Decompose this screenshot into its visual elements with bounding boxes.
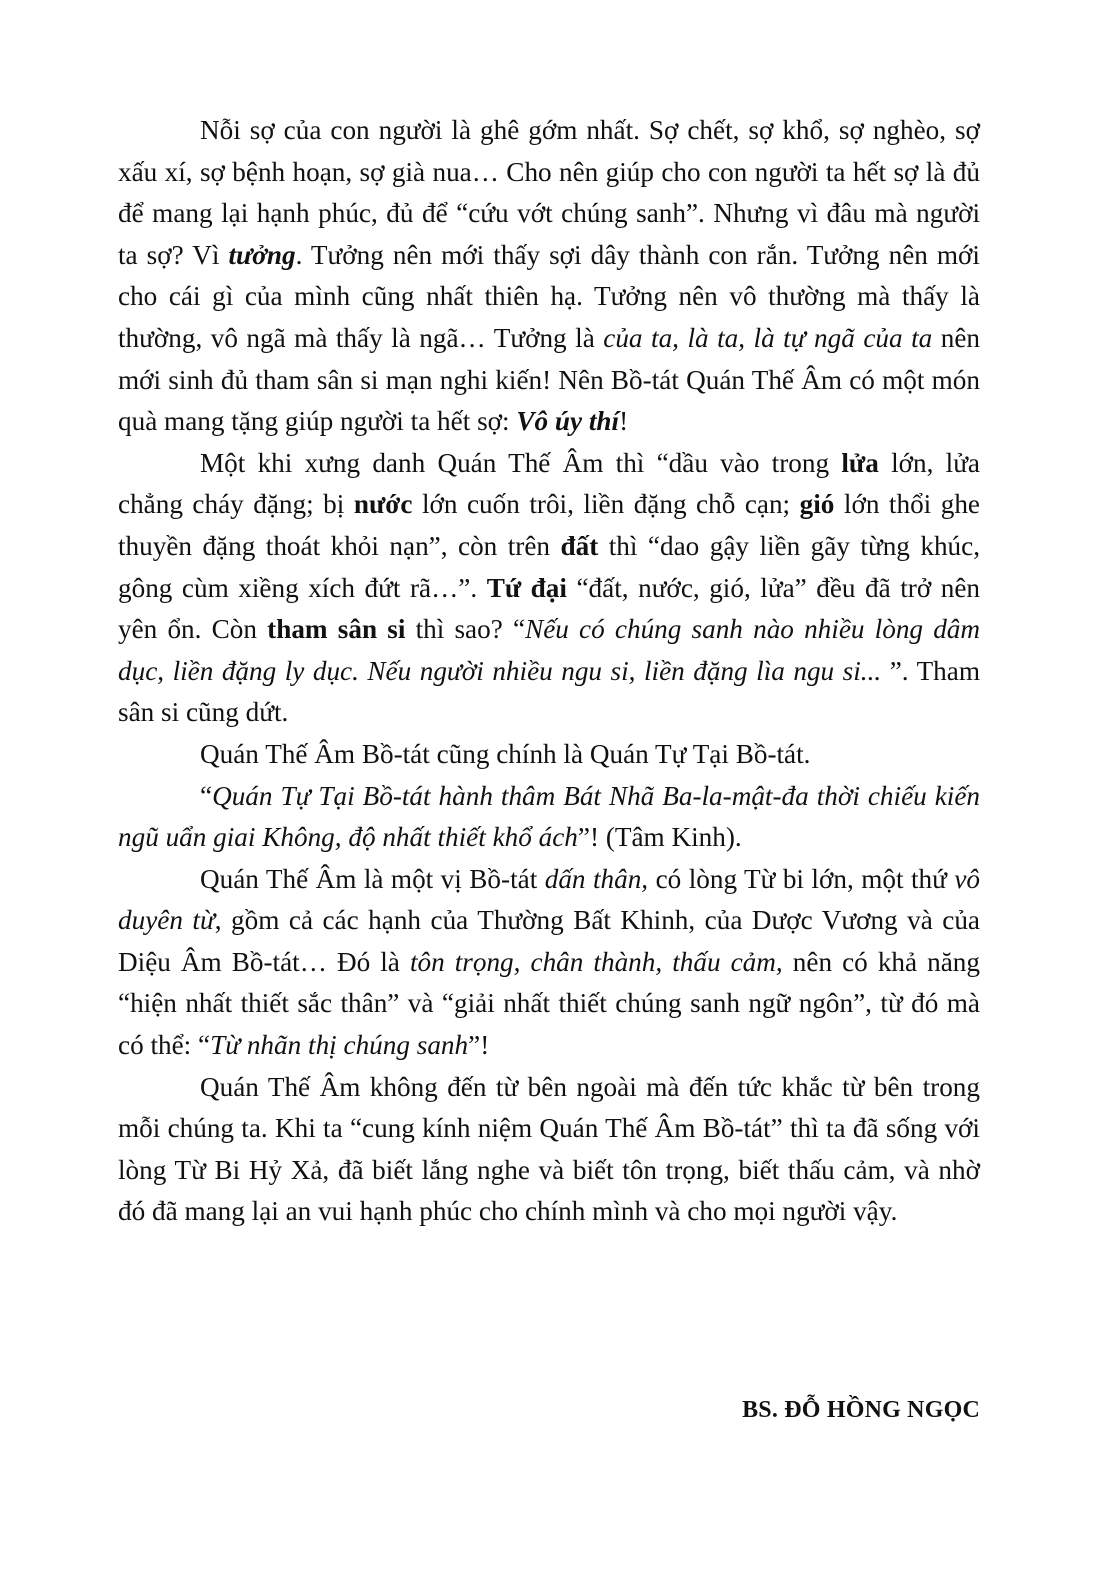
paragraph-5 [118, 859, 980, 1067]
text-run: Quán Thế Âm Bồ-tát cũng chính là Quán Tự Tại Bồ-tát. [200, 738, 811, 769]
text-run: ”. Tham sân si cũng dứt. [118, 655, 980, 728]
paragraph-2 [118, 443, 980, 734]
text-run: . Tưởng nên mới thấy sợi dây thành con rắn. Tưởng nên mới cho cái gì của mình cũng nhất thiên hạ. Tưởng nên vô thường mà thấy là thường, vô ngã mà thấy là ngã… Tưởng là [118, 239, 980, 353]
text-run: Tứ đại [486, 572, 567, 603]
text-run: có lòng Từ bi lớn, một thứ [648, 863, 955, 894]
text-run: thì sao? “ [405, 614, 526, 645]
text-run: lửa [841, 447, 879, 478]
text-run: tham sân si [267, 614, 406, 645]
text-run: đất [560, 530, 599, 561]
text-run: Quán Tự Tại Bồ-tát hành thâm Bát Nhã Ba-la-mật-đa thời chiếu kiến ngũ uẩn giai Không, độ nhất thiết khổ ách [118, 780, 980, 853]
text-run: “đất, nước, gió, lửa” đều đã trở nên yên ổn. Còn [118, 572, 981, 645]
text-run: ! [619, 406, 629, 437]
text-run: nước [353, 489, 413, 520]
author-signature: BS. ĐỖ HỒNG NGỌC [742, 1397, 980, 1423]
text-run: nên mới sinh đủ tham sân si mạn nghi kiến! Nên Bồ-tát Quán Thế Âm có một món quà mang tặng giúp người ta hết sợ: [118, 322, 980, 437]
text-run: ”! (Tâm Kinh). [577, 822, 742, 853]
text-run: gió [799, 489, 835, 520]
text-run: , gồm cả các hạnh của Thường Bất Khinh, của Dược Vương và của Diệu Âm Bồ-tát… Đó là [118, 905, 980, 977]
paragraph-4 [118, 776, 980, 859]
text-run: của ta, là ta, là tự ngã của ta [603, 322, 933, 353]
text-run: nên có khả năng “hiện nhất thiết sắc thân” và “giải nhất thiết chúng sanh ngữ ngôn”, từ đó mà có thể: “ [118, 946, 980, 1061]
text-run: thì “dao gậy liền gãy từng khúc, gông cùm xiềng xích đứt rã…”. [118, 530, 981, 603]
article-body [118, 110, 980, 1233]
text-run: vô duyên từ [118, 863, 980, 936]
text-run: “ [200, 780, 213, 811]
text-run: Từ nhãn thị chúng sanh [210, 1030, 469, 1061]
text-run: lớn, lửa chẳng cháy đặng; bị [118, 447, 980, 520]
text-run: tưởng [228, 239, 296, 270]
text-run: Nếu có chúng sanh nào nhiều lòng dâm dục, liền đặng ly dục. Nếu người nhiều ngu si, liền đặng lìa ngu si... [118, 614, 981, 686]
text-run: Quán Thế Âm là một vị Bồ-tát [200, 863, 545, 894]
text-run: lớn cuốn trôi, liền đặng chỗ cạn; [412, 489, 800, 520]
text-run: Một khi xưng danh Quán Thế Âm thì “dầu vào trong [200, 447, 842, 478]
paragraph-6 [118, 1067, 980, 1233]
paragraph-3 [118, 734, 980, 776]
paragraph-1 [118, 110, 980, 443]
text-run: Nỗi sợ của con người là ghê gớm nhất. Sợ chết, sợ khổ, sợ nghèo, sợ xấu xí, sợ bệnh hoạn, sợ già nua… Cho nên giúp cho con người ta hết sợ là đủ để mang lại hạnh phúc, đủ để “cứu vớt chúng sanh”. Nhưng vì đâu mà người ta sợ? Vì [118, 115, 980, 270]
text-run: Vô úy thí [516, 406, 620, 437]
text-run: tôn trọng, chân thành, thấu cảm, [409, 946, 783, 977]
text-run: Quán Thế Âm không đến từ bên ngoài mà đến tức khắc từ bên trong mỗi chúng ta. Khi ta “cung kính niệm Quán Thế Âm Bồ-tát” thì ta đã sống với lòng Từ Bi Hỷ Xả, đã biết lắng nghe và biết tôn trọng, biết thấu cảm, và nhờ đó đã mang lại an vui hạnh phúc cho chính mình và cho mọi người vậy. [118, 1071, 980, 1227]
text-run: ”! [468, 1030, 490, 1061]
text-run: lớn thổi ghe thuyền đặng thoát khỏi nạn”, còn trên [118, 489, 980, 561]
text-run: dấn thân, [544, 863, 649, 894]
